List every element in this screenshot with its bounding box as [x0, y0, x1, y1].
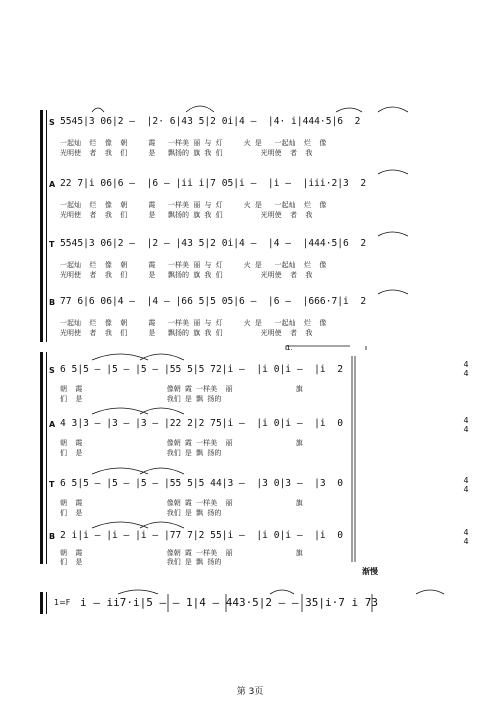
slur — [92, 354, 148, 360]
lyric-line: 们 是 我们 是 飘 扬的 — [60, 509, 222, 517]
volta-marker: 1. — [286, 344, 293, 352]
voice-notes-bass: 77 6|6 06|4 – |4 – |66 5|5 05|6 – |6 – |666·7|i 2 — [60, 296, 367, 307]
slur — [378, 232, 408, 236]
time-signature-top: 4 — [463, 476, 469, 485]
lyric-line: 们 是 我们 是 飘 扬的 — [60, 395, 222, 403]
slur — [186, 106, 214, 112]
lyric-line: 一起灿 烂 像 朝 霞 一样美 丽 与 灯 火 是 一起灿 烂 像 — [60, 261, 327, 269]
voice-notes-soprano: 6 5|5 – |5 – |5 – |55 5|5 72|i – |i 0|i – |i 2 — [60, 364, 344, 375]
lyric-line: 一起灿 烂 像 朝 霞 一样美 丽 与 灯 火 是 一起灿 烂 像 — [60, 139, 327, 147]
lyric-line: 朝 霞 像朝 霞 一样美 丽 旗 — [60, 385, 303, 393]
voice-label-alto: A — [49, 180, 56, 189]
lyric-line: 们 是 我们 是 飘 扬的 — [60, 449, 222, 457]
tempo-marking: 渐慢 — [362, 567, 378, 576]
lyric-line: 朝 霞 像朝 霞 一样美 丽 旗 — [60, 499, 303, 507]
voice-label-tenor: T — [49, 480, 55, 489]
slur — [118, 590, 158, 594]
key-signature: 1=F — [54, 598, 71, 607]
slur — [92, 468, 148, 474]
voice-label-soprano: S — [49, 118, 55, 127]
time-signature-bottom: 4 — [463, 425, 469, 434]
voice-notes-alto: 22 7|i 06|6 – |6 – |ii i|7 05|i – |i – |iii·2|3 2 — [60, 178, 367, 189]
lyric-line: 光明使 者 我 们 是 飘扬的 旗 我 们 光明使 者 我 — [60, 271, 313, 279]
time-signature-bottom: 4 — [463, 485, 469, 494]
voice-notes-soprano: 5545|3 06|2 – |2· 6|43 5|2 0i|4 – |4· i|444·5|6 2 — [60, 116, 361, 127]
page-number: 第 3页 — [236, 687, 264, 697]
volta-bracket — [286, 346, 350, 350]
time-signature-bottom: 4 — [463, 369, 469, 378]
voice-label-bass: B — [49, 298, 56, 307]
voice-notes-tenor: 5545|3 06|2 – |2 – |43 5|2 0i|4 – |4 – |444·5|6 2 — [60, 238, 367, 249]
slur — [378, 290, 408, 294]
voice-label-tenor: T — [49, 240, 55, 249]
lyric-line: 们 是 我们 是 飘 扬的 — [60, 558, 222, 566]
slur — [378, 107, 408, 112]
slur — [336, 108, 362, 112]
time-signature-top: 4 — [463, 528, 469, 537]
time-signature-top: 4 — [463, 416, 469, 425]
lyric-line: 朝 霞 像朝 霞 一样美 丽 旗 — [60, 549, 303, 557]
melody-notes: i – ii7·i|5 – – 1|4 – 443·5|2 – – 35|i·7 i 73 — [80, 596, 379, 609]
lyric-line: 光明使 者 我 们 是 飘扬的 旗 我 们 光明使 者 我 — [60, 329, 313, 337]
voice-label-bass: B — [49, 532, 56, 541]
lyric-line: 一起灿 烂 像 朝 霞 一样美 丽 与 灯 火 是 一起灿 烂 像 — [60, 201, 327, 209]
slur — [378, 170, 408, 174]
lyric-line: 光明使 者 我 们 是 飘扬的 旗 我 们 光明使 者 我 — [60, 211, 313, 219]
time-signature-bottom: 4 — [463, 537, 469, 546]
voice-notes-bass: 2 i|i – |i – |i – |77 7|2 55|i – |i 0|i – |i 0 — [60, 530, 344, 541]
slur — [416, 590, 444, 594]
slur — [92, 522, 148, 528]
voice-notes-alto: 4 3|3 – |3 – |3 – |22 2|2 75|i – |i 0|i – |i 0 — [60, 418, 344, 429]
time-signature-top: 4 — [463, 360, 469, 369]
slur — [92, 408, 148, 414]
voice-label-soprano: S — [49, 366, 55, 375]
lyric-line: 朝 霞 像朝 霞 一样美 丽 旗 — [60, 439, 303, 447]
lyric-line: 光明使 者 我 们 是 飘扬的 旗 我 们 光明使 者 我 — [60, 149, 313, 157]
slur — [92, 108, 104, 112]
slur — [270, 590, 294, 594]
lyric-line: 一起灿 烂 像 朝 霞 一样美 丽 与 灯 火 是 一起灿 烂 像 — [60, 319, 327, 327]
voice-notes-tenor: 6 5|5 – |5 – |5 – |55 5|5 44|3 – |3 0|3 – |3 0 — [60, 478, 344, 489]
voice-label-alto: A — [49, 420, 56, 429]
